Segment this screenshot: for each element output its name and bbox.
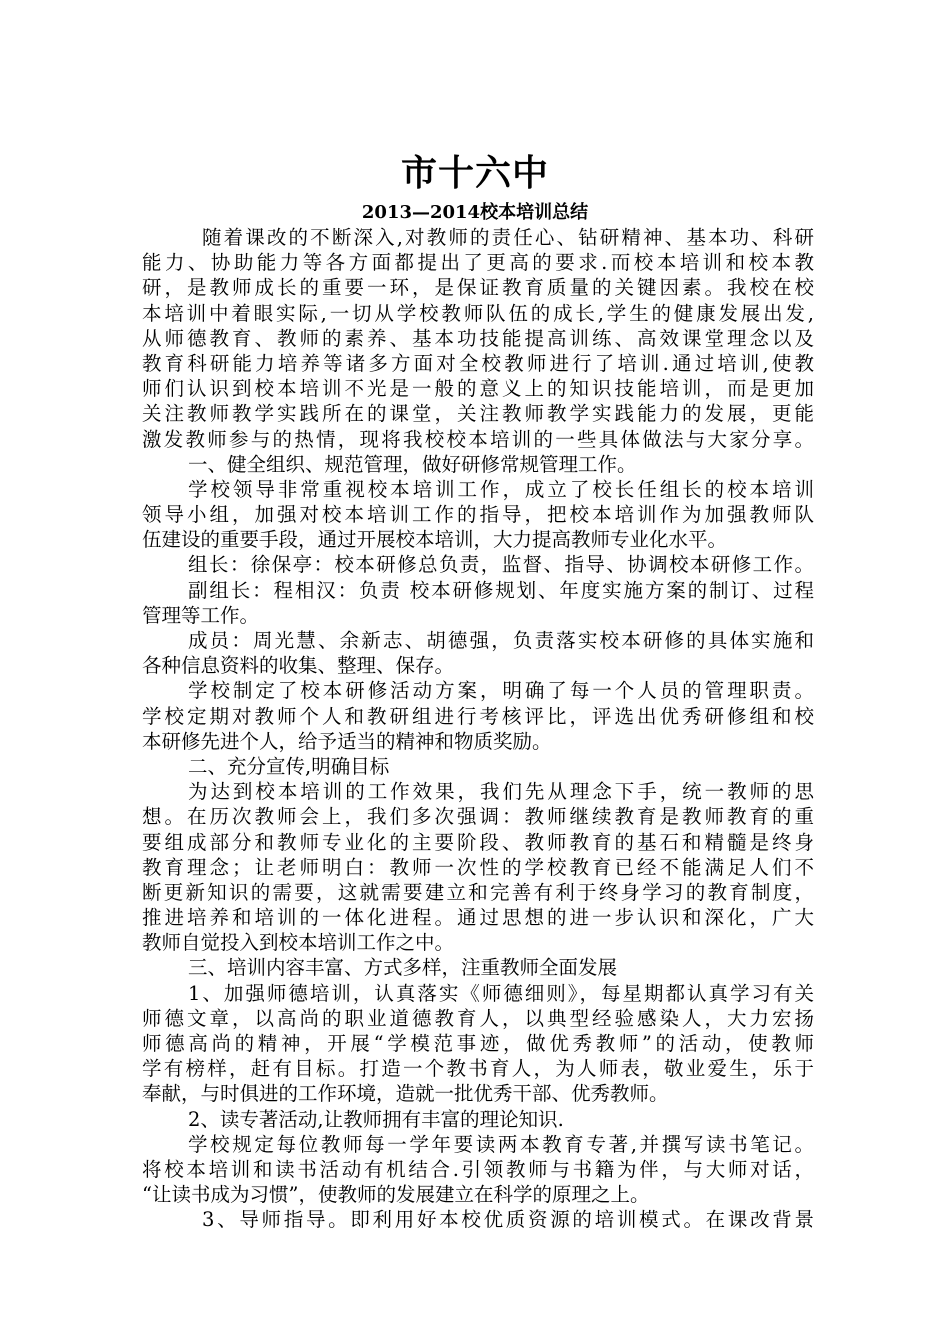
body-line: 三、培训内容丰富、方式多样，注重教师全面发展 [188,956,618,980]
body-line: 领导小组，加强对校本培训工作的指导，把校本培训作为加强教师队 [142,503,814,527]
body-line: 2、读专著活动,让教师拥有丰富的理论知识. [188,1107,564,1131]
body-line: 师德文章，以高尚的职业道德教育人，以典型经验感染人，大力宏扬 [142,1006,814,1030]
body-line: 学校规定每位教师每一学年要读两本教育专著,并撰写读书笔记。 [188,1132,814,1156]
body-line: 本培训中着眼实际,一切从学校教师队伍的成长,学生的健康发展出发, [142,301,814,325]
body-line: 要组成部分和教师专业化的主要阶段、教师教育的基石和精髓是终身 [142,830,814,854]
document-subtitle: 2013—2014校本培训总结 [361,202,589,223]
body-line: 伍建设的重要手段，通过开展校本培训，大力提高教师专业化水平。 [142,528,728,552]
body-line: 学校定期对教师个人和教研组进行考核评比，评选出优秀研修组和校 [142,704,814,728]
body-line: 能力、协助能力等各方面都提出了更高的要求.而校本培训和校本教 [142,251,814,275]
body-line: 断更新知识的需要，这就需要建立和完善有利于终身学习的教育制度， [142,880,814,904]
body-line: 推进培养和培训的一体化进程。通过思想的进一步认识和深化，广大 [142,906,814,930]
body-line: 奉献，与时俱进的工作环境，造就一批优秀干部、优秀教师。 [142,1082,669,1106]
body-line: 激发教师参与的热情，现将我校校本培训的一些具体做法与大家分享。 [142,427,814,451]
body-line: 成员：周光慧、余新志、胡德强，负责落实校本研修的具体实施和 [188,629,814,652]
body-line: 学校制定了校本研修活动方案，明确了每一个人员的管理职责。 [188,679,814,703]
body-line: 1、加强师德培训，认真落实《师德细则》，每星期都认真学习有关 [188,981,814,1005]
body-line: 关注教师教学实践所在的课堂，关注教师教学实践能力的发展，更能 [142,402,814,426]
body-line: 副组长：程相汉：负责 校本研修规划、年度实施方案的制订、过程 [188,578,814,602]
body-line: “让读书成为习惯”，使教师的发展建立在科学的原理之上。 [142,1183,650,1207]
document-title: 市十六中 [400,153,549,194]
body-line: 从师德教育、教师的素养、基本功技能提高训练、高效课堂理念以及 [142,326,814,350]
document-body [142,225,814,1233]
body-line: 教育理念；让老师明白：教师一次性的学校教育已经不能满足人们不 [142,855,814,879]
body-line: 为达到校本培训的工作效果，我们先从理念下手，统一教师的思 [188,780,814,804]
body-line: 师德高尚的精神，开展“学模范事迹，做优秀教师”的活动，使教师 [142,1032,814,1055]
body-line: 教师自觉投入到校本培训工作之中。 [142,931,455,955]
body-line: 各种信息资料的收集、整理、保存。 [142,654,455,678]
body-line: 本研修先进个人，给予适当的精神和物质奖励。 [142,729,552,753]
body-line: 3、导师指导。即利用好本校优质资源的培训模式。在课改背景 [202,1208,814,1232]
body-line: 一、健全组织、规范管理，做好研修常规管理工作。 [188,452,637,476]
body-line: 二、充分宣传,明确目标 [188,754,390,778]
body-line: 学校领导非常重视校本培训工作，成立了校长任组长的校本培训 [188,477,814,501]
body-line: 研，是教师成长的重要一环，是保证教育质量的关键因素。我校在校 [142,276,814,300]
body-line: 组长：徐保亭：校本研修总负责，监督、指导、协调校本研修工作。 [188,553,814,577]
body-line: 学有榜样，赶有目标。打造一个教书育人，为人师表，敬业爱生，乐于 [142,1057,814,1081]
body-line: 随着课改的不断深入,对教师的责任心、钻研精神、基本功、科研 [202,226,814,249]
body-line: 师们认识到校本培训不光是一般的意义上的知识技能培训，而是更加 [142,377,814,401]
body-line: 将校本培训和读书活动有机结合.引领教师与书籍为伴，与大师对话， [142,1157,814,1181]
body-line: 管理等工作。 [142,603,260,627]
body-line: 想。在历次教师会上，我们多次强调：教师继续教育是教师教育的重 [142,805,814,829]
body-line: 教育科研能力培养等诸多方面对全校教师进行了培训.通过培训,使教 [142,351,814,375]
